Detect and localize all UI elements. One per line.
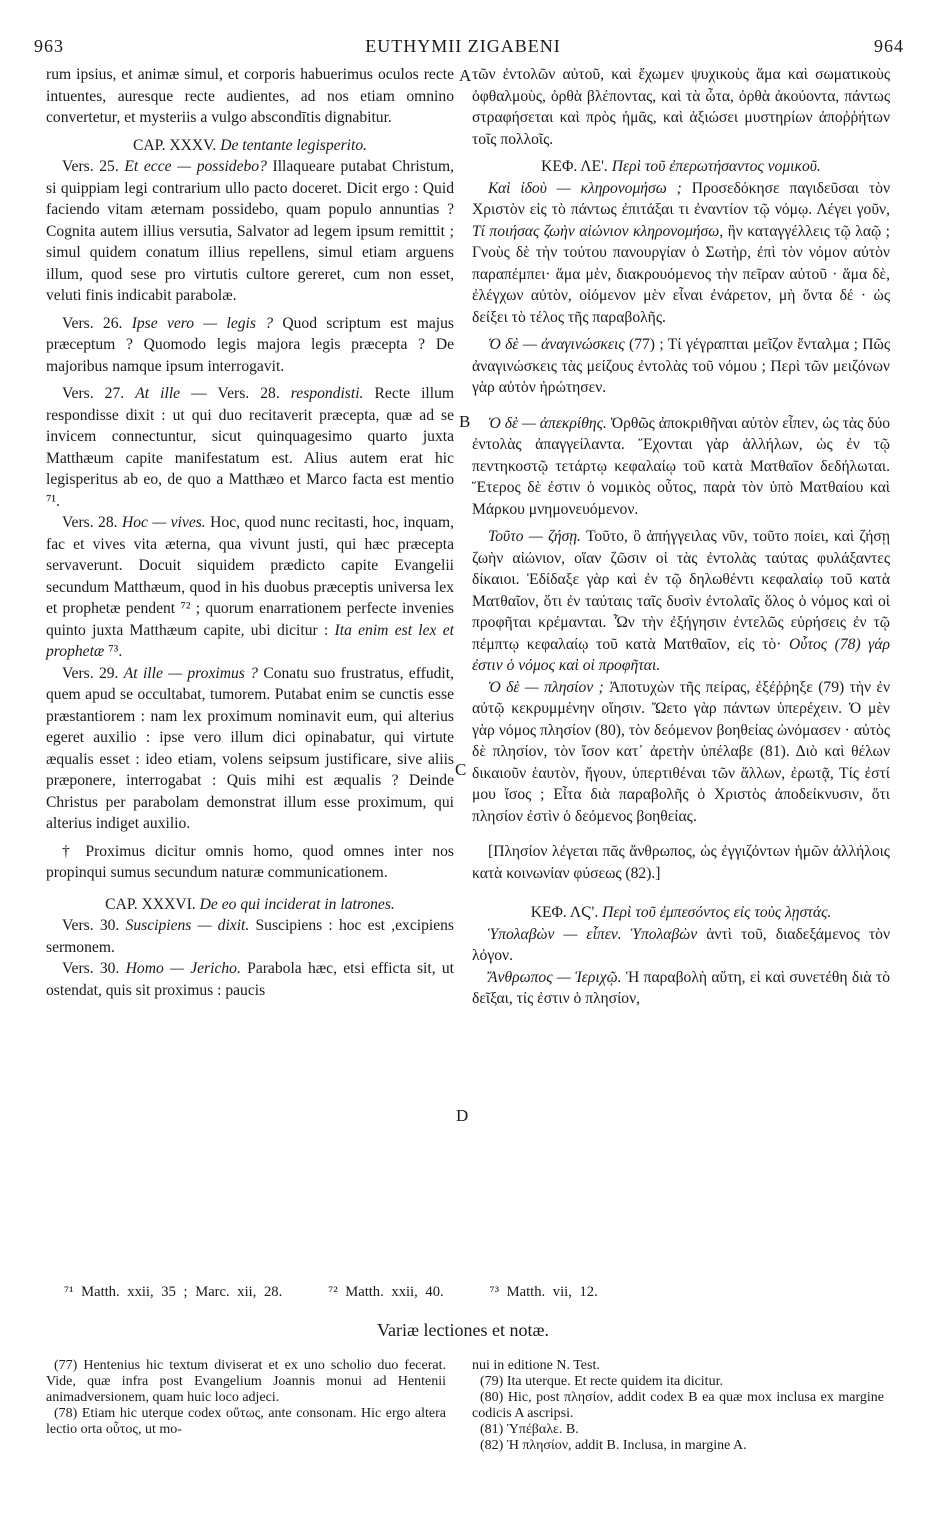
margin-letter-a: A	[459, 66, 472, 85]
verse-ref: Vers. 30.	[62, 960, 120, 977]
chapter-title: De eo qui inciderat in latrones.	[199, 895, 395, 913]
chapter-number: CAP. XXXVI.	[105, 895, 196, 913]
verse-ref: Vers. 25.	[62, 158, 119, 175]
verse-paragraph	[46, 958, 454, 1001]
chapter-number: ΚΕΦ. ΛϚ'.	[530, 904, 599, 921]
greek-paragraph	[472, 413, 890, 521]
verse-lemma: Ὁ δὲ — πλησίον ;	[488, 678, 604, 696]
verse-lemma: respondisti.	[290, 385, 364, 402]
verse-lemma: Et ecce — possidebo?	[124, 158, 267, 175]
chapter-title: Περὶ τοῦ ἐμπεσόντος εἰς τοὺς λῃστάς.	[602, 904, 832, 921]
notes-right-column	[472, 1358, 884, 1454]
verse-ref: Vers. 30.	[62, 917, 120, 934]
chapter-heading	[46, 135, 454, 157]
greek-paragraph: τῶν ἐντολῶν αὐτοῦ, καὶ ἔχωμεν ψυχικοὺς ἅμα καὶ σωματικοὺς ὀφθαλμοὺς, ὀρθὰ βλέποντας, καὶ τὰ ὦτα, ὀρθὰ ἀκούοντα, πάντως στραφήσεται καὶ πρὸς ἡμᾶς, καὶ ἀξιώσει μυστηρίων ἀποῤῥήτων τοῖς πολλοῖς.	[472, 66, 890, 148]
verse-text: Parabola hæc, etsi efficta sit, ut ostendat, quis sit proximus : paucis	[46, 960, 455, 999]
verse-ref: — Vers. 28.	[191, 385, 280, 402]
greek-paragraph	[472, 526, 890, 677]
verse-text: Ὀρθῶς ἀποκριθῆναι αὐτὸν εἶπεν, ὡς τὰς δύο ἐντολὰς ἀπαγγείλαντα. Ἔχονται γὰρ ἀλλήλων, ὡς ἐν τῷ πεντηκοστῷ τετάρτῳ κεφαλαίῳ τοῦ κατὰ Ματθαῖον δεδήλωται. Ἕτερος δὲ ἐστιν ὁ νομικὸς οὗτος, παρὰ τὸν ὑπὸ Ματθαίου καὶ Μάρκου μνημονευόμενον.	[472, 414, 890, 518]
verse-lemma: At ille — proximus ?	[123, 664, 258, 682]
verse-quote: Τί ποιήσας ζωὴν αἰώνιον κληρονομήσω,	[472, 222, 724, 240]
verse-lemma: Ipse vero — legis ?	[131, 314, 274, 332]
verse-text: Suscipiens : hoc est ,excipiens sermonem.	[46, 917, 455, 956]
margin-letter-c: C	[455, 760, 467, 779]
chapter-title: De tentante legisperito.	[220, 136, 368, 154]
verse-text: Recte illum respondisse dixit : ut qui duo recitaverit præcepta, quæ ad se invicem connectuntur, sicut quinquagesimo quarto juxta Matthæum capite manifestatum est. Alius autem erat hic legisperitus ab eo, de quo a Matthæo et Marco facta est mentio ⁷¹.	[46, 385, 454, 510]
greek-paragraph	[472, 924, 890, 967]
margin-letter-d: D	[456, 1106, 469, 1125]
verse-paragraph	[46, 156, 454, 307]
verse-text: Hoc, quod nunc recitasti, hoc, inquam, fac et vives vita æterna, qua vivunt justi, qui hæc præcepta servaverunt. Docuit siquidem prædicto capite Evangelii secundum Matthæum, quod in his duobus præceptis universa lex et prophetæ pendent ⁷² ; quorum enarrationem perfecte invenies quinto juxta Matthæum capite, ubi dicitur :	[46, 514, 454, 639]
verse-text: Ἡ παραβολὴ αὕτη, εἰ καὶ συνετέθη διὰ τὸ δεῖξαι, τίς ἐστιν ὁ πλησίον,	[472, 968, 890, 1007]
verse-lemma: Homo — Jericho.	[125, 960, 241, 977]
verse-lemma: Suscipiens — dixit.	[125, 917, 250, 934]
verse-lemma: At ille	[135, 385, 181, 402]
footnotes: ⁷¹ Matth. xxii, 35 ; Marc. xii, 28. ⁷² Matth. xxii, 40. ⁷³ Matth. vii, 12.	[64, 1284, 598, 1300]
margin-letter-b: B	[459, 412, 471, 431]
running-title: EUTHYMII ZIGABENI	[365, 36, 561, 56]
verse-ref: Vers. 27.	[62, 385, 125, 402]
verse-ref: Vers. 26.	[62, 314, 123, 332]
variant-note: (81) Ὑπέβαλε. B.	[480, 1422, 579, 1437]
verse-text: Ἀποτυχὼν τῆς πείρας, ἐξέῤῥηξε (79) τὴν ἐν αὐτῷ κεκρυμμένην οἴησιν. Ὤετο γὰρ πάντων ὑπερέχειν. Ὁ μὲν γὰρ νόμος πλησίον (80), τὸν δεόμενον βοηθείας ὠνόμασεν · αὐτὸς δὲ πλησίον, τὸν ἴσον κατ᾿ ἀρετὴν ὑπέλαβε (81). Διὸ καὶ θέλων δικαιοῦν ἑαυτὸν, ἤγουν, ὑπερτιθέναι τῶν ἄλλων, ἐρωτᾷ, Τίς ἐστί μου ἴσος ; Εἶτα διὰ παραβολῆς ὁ Χριστὸς ἀποδείκνυσιν, ὅτι πλησίον ἐστὶν ὁ δεόμενος βοηθείας.	[472, 678, 890, 825]
greek-column	[472, 64, 890, 1010]
verse-text: ἣν καταγγέλλεις τῷ λαῷ ; Γνοὺς δὲ τὴν τούτου πανουργίαν ὁ Σωτὴρ, ἐπὶ τὸν νόμον αὐτὸν παραπέμπει· ἅμα μὲν, διακρουόμενος τὴν πεῖραν αὐτοῦ · ἅμα δὲ, ἐλέγχων αὐτὸν, οἰόμενον μὲν εἶναι ἐνάρετον, μὴ ὄντα δέ · ὡς δείξει τὸ τέλος τῆς παραβολῆς.	[472, 222, 891, 326]
verse-text: Quod scriptum est majus præceptum ? Quomodo legis majora legis præcepta ? De majoribus namque ipsum interrogavit.	[46, 314, 454, 375]
verse-quote: Οὗτος (78) γάρ ἐστιν ὁ νόμος καὶ οἱ προφῆται.	[472, 635, 891, 674]
variant-note: (82) Ἡ πλησίον, addit B. Inclusa, in margine A.	[480, 1438, 747, 1453]
verse-text: Illaqueare putabat Christum, si quippiam legi contrarium ullo pacto doceret. Dicit ergo : Quid faciendo vitam æternam possidebo, quam populo annuntias ? Cognita autem illius versutia, Salvator ad legem ipsum remittit ; simul quidem conatum illius repellens, simul etiam arguens illum, quod sese pro virtutis cultore gereret, cum non esset, veluti finis indicabit parabolæ.	[46, 158, 454, 304]
greek-paragraph	[472, 677, 890, 828]
verse-lemma: Τοῦτο — ζήσῃ.	[488, 528, 581, 545]
bracketed-note: [Πλησίον λέγεται πᾶς ἄνθρωπος, ὡς ἐγγιζόντων ἡμῶν ἀλλήλοις κατὰ κοινωνίαν φύσεως (82).]	[472, 843, 890, 882]
verse-lemma: Καὶ ἰδοὺ — κληρονομήσω ;	[488, 179, 682, 197]
verse-text: (77) ; Τί γέγραπται μεῖζον ἔνταλμα ; Πῶς ἀναγινώσκεις τὰς μείζους ἐντολὰς τοῦ νόμου ; Περὶ τῶν μειζόνων γὰρ αὐτὸν ἠρώτησεν.	[472, 336, 890, 396]
verse-lemma: Ἄνθρωπος — Ἱεριχῷ.	[488, 968, 622, 986]
verse-paragraph	[46, 663, 454, 835]
notes-left-column	[46, 1358, 446, 1438]
latin-column	[46, 64, 454, 1001]
verse-lemma: Hoc — vives.	[121, 514, 206, 531]
verse-quote: Ita enim est lex et prophetæ	[46, 621, 454, 660]
verse-text: Τοῦτο, ὃ ἀπήγγειλας νῦν, τοῦτο ποίει, καὶ ζήσῃ ζωὴν αἰώνιον, οἵαν ζῶσιν οἱ τὰς ἐντολὰς ταύτας φυλάξαντες δίκαιοι. Ἐδίδαξε γὰρ καὶ ἐν τῷ δηλωθέντι κεφαλαίῳ τοῦ κατὰ Ματθαῖον, ὅτι ἐν ταύταις ταῖς δυσὶν ἐντολαῖς ὅλος ὁ νόμος καὶ οἱ προφῆται κρέμανται. Ὧν τὴν ἐξήγησιν ἐντελῶς εὑρήσεις ἐν τῷ πέμπτῳ κεφαλαίῳ τοῦ κατὰ Ματθαῖον, εἰς τὸ·	[472, 528, 890, 653]
latin-paragraph: rum ipsius, et animæ simul, et corporis habuerimus oculos recte intuentes, auresque recte audientes, ad nos etiam omnino convertetur, et mysteriis a vulgo abscondītis dignabitur.	[46, 66, 454, 126]
chapter-number: CAP. XXXV.	[132, 136, 217, 154]
variant-note: (77) Hentenius hic textum diviserat et ex uno scholio duo fecerat. Vide, quæ infra post Evangelium Joannis monui ad Hentenii animadversionem, quam huic loco adjeci.	[46, 1358, 446, 1405]
greek-paragraph	[472, 334, 890, 399]
verse-paragraph	[46, 313, 454, 378]
verse-paragraph	[46, 915, 454, 958]
verse-ref: Vers. 28.	[62, 514, 118, 531]
verse-text: Conatu suo frustratus, effudit, quem apud se occultabat, tumorem. Putabat enim se cunctis esse præstantiorem : nam lex proximum nominavit eum, qui alterius egeret auxilio : ipse vero illum dici opinabatur, qui virtute æqualis esset : ideo etiam, volens seipsum justificare, sive aliis præponere, interrogabat : Quis mihi est æqualis ? Deinde Christus per parabolam demonstrat illum esse proximum, qui alterius indiget auxilio.	[46, 664, 454, 832]
verse-lemma: Ὁ δὲ — ἀναγινώσκεις	[488, 336, 625, 353]
verse-lemma: Ὑπολαβὼν — εἶπεν.	[488, 925, 622, 943]
verse-paragraph	[46, 383, 454, 512]
greek-paragraph	[472, 178, 890, 329]
page-number-left: 963	[34, 36, 64, 56]
verse-paragraph	[46, 512, 454, 663]
chapter-title: Περὶ τοῦ ἐπερωτήσαντος νομικοῦ.	[611, 158, 821, 175]
chapter-number: ΚΕΦ. ΛΕ'.	[541, 158, 608, 175]
chapter-heading	[46, 894, 454, 916]
variant-note: (80) Hic, post πλησίον, addit codex B ea quæ mox inclusa ex margine codicis A ascripsi.	[472, 1390, 884, 1421]
verse-ref: Vers. 29.	[62, 664, 119, 682]
chapter-heading	[472, 902, 890, 924]
variant-note: (78) Etiam hic uterque codex οὕτως, ante consonam. Hic ergo altera lectio orta οὗτος, ut mo-	[46, 1406, 446, 1437]
verse-text: Προσεδόκησε παγιδεῦσαι τὸν Χριστὸν εἰς τὸ πάντως ἐπιτάξαι τι ἐναντίον τῷ νόμῳ. Λέγει γοῦν,	[472, 179, 890, 218]
proximus-note: † Proximus dicitur omnis homo, quod omnes inter nos propinqui sumus secundum naturæ communicationem.	[46, 842, 454, 881]
variae-heading: Variæ lectiones et notæ.	[377, 1320, 549, 1340]
footnote-ref: ⁷³.	[104, 643, 123, 660]
verse-lemma: Ὁ δὲ — ἀπεκρίθης.	[488, 414, 607, 432]
chapter-heading	[472, 156, 890, 178]
verse-text: ἀντὶ τοῦ, διαδεξάμενος τὸν λόγον.	[472, 925, 890, 964]
greek-paragraph	[472, 967, 890, 1010]
verse-lemma: Ὑπολαβὼν	[630, 925, 698, 943]
variant-note: (79) Ita uterque. Et recte quidem ita dicitur.	[480, 1374, 723, 1389]
variant-note: nui in editione N. Test.	[472, 1358, 600, 1373]
page-number-right: 964	[874, 36, 904, 56]
